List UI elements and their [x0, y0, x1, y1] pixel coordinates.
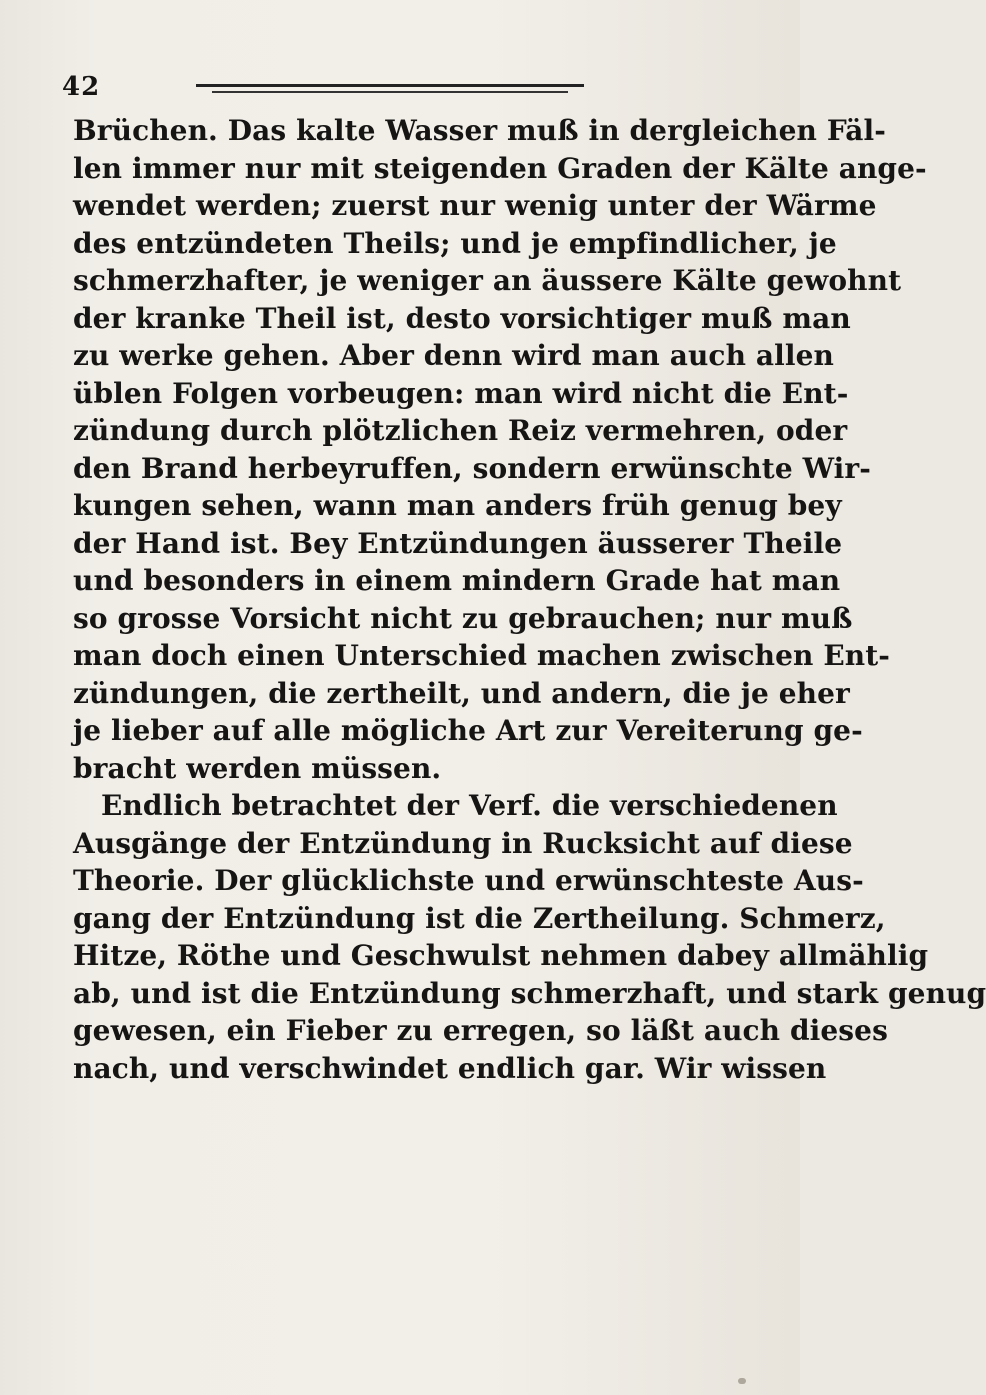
text-line: Ausgänge der Entzündung in Rucksicht auf diese	[73, 826, 853, 860]
text-line: üblen Folgen vorbeugen: man wird nicht die Ent-	[73, 376, 849, 410]
page-number: 42	[62, 72, 101, 102]
text-line: der kranke Theil ist, desto vorsichtiger muß man	[73, 301, 851, 335]
text-line: gewesen, ein Fieber zu erregen, so läßt auch dieses	[73, 1014, 888, 1047]
text-line: wendet werden; zuerst nur wenig unter der Wärme	[73, 189, 877, 222]
text-line: Brüchen. Das kalte Wasser muß in dergleichen Fäl-	[73, 114, 886, 147]
text-line: und besonders in einem mindern Grade hat man	[73, 564, 841, 597]
text-line: ab, und ist die Entzündung schmerzhaft, und stark genug	[73, 976, 986, 1010]
text-line: Endlich betrachtet der Verf. die verschiedenen	[101, 789, 838, 822]
header-rule	[196, 84, 584, 87]
text-line: so grosse Vorsicht nicht zu gebrauchen; nur muß	[73, 601, 853, 635]
body-text	[73, 112, 986, 1087]
text-line: nach, und verschwindet endlich gar. Wir wissen	[73, 1051, 827, 1085]
text-line: man doch einen Unterschied machen zwischen Ent-	[73, 639, 891, 672]
header-rule-lower	[212, 91, 568, 93]
text-line: gang der Entzündung ist die Zertheilung. Schmerz,	[73, 901, 886, 935]
page-header	[62, 68, 782, 108]
text-line: je lieber auf alle mögliche Art zur Vereiterung ge-	[73, 714, 863, 747]
ink-mark	[738, 1378, 746, 1384]
text-line: kungen sehen, wann man anders früh genug bey	[73, 489, 842, 522]
text-line: len immer nur mit steigenden Graden der Kälte ange-	[73, 151, 927, 185]
text-line: schmerzhafter, je weniger an äussere Kälte gewohnt	[73, 264, 902, 297]
text-line: des entzündeten Theils; und je empfindlicher, je	[73, 226, 837, 260]
text-line: bracht werden müssen.	[73, 751, 442, 785]
text-line: der Hand ist. Bey Entzündungen äusserer Theile	[73, 526, 843, 560]
text-line: den Brand herbeyruffen, sondern erwünschte Wir-	[73, 451, 871, 485]
text-line: zündung durch plötzlichen Reiz vermehren, oder	[73, 414, 848, 447]
text-line: zu werke gehen. Aber denn wird man auch allen	[73, 339, 834, 372]
text-line: Hitze, Röthe und Geschwulst nehmen dabey allmählig	[73, 939, 929, 972]
text-line: zündungen, die zertheilt, und andern, die je eher	[73, 676, 850, 710]
text-line: Theorie. Der glücklichste und erwünschteste Aus-	[73, 864, 864, 897]
